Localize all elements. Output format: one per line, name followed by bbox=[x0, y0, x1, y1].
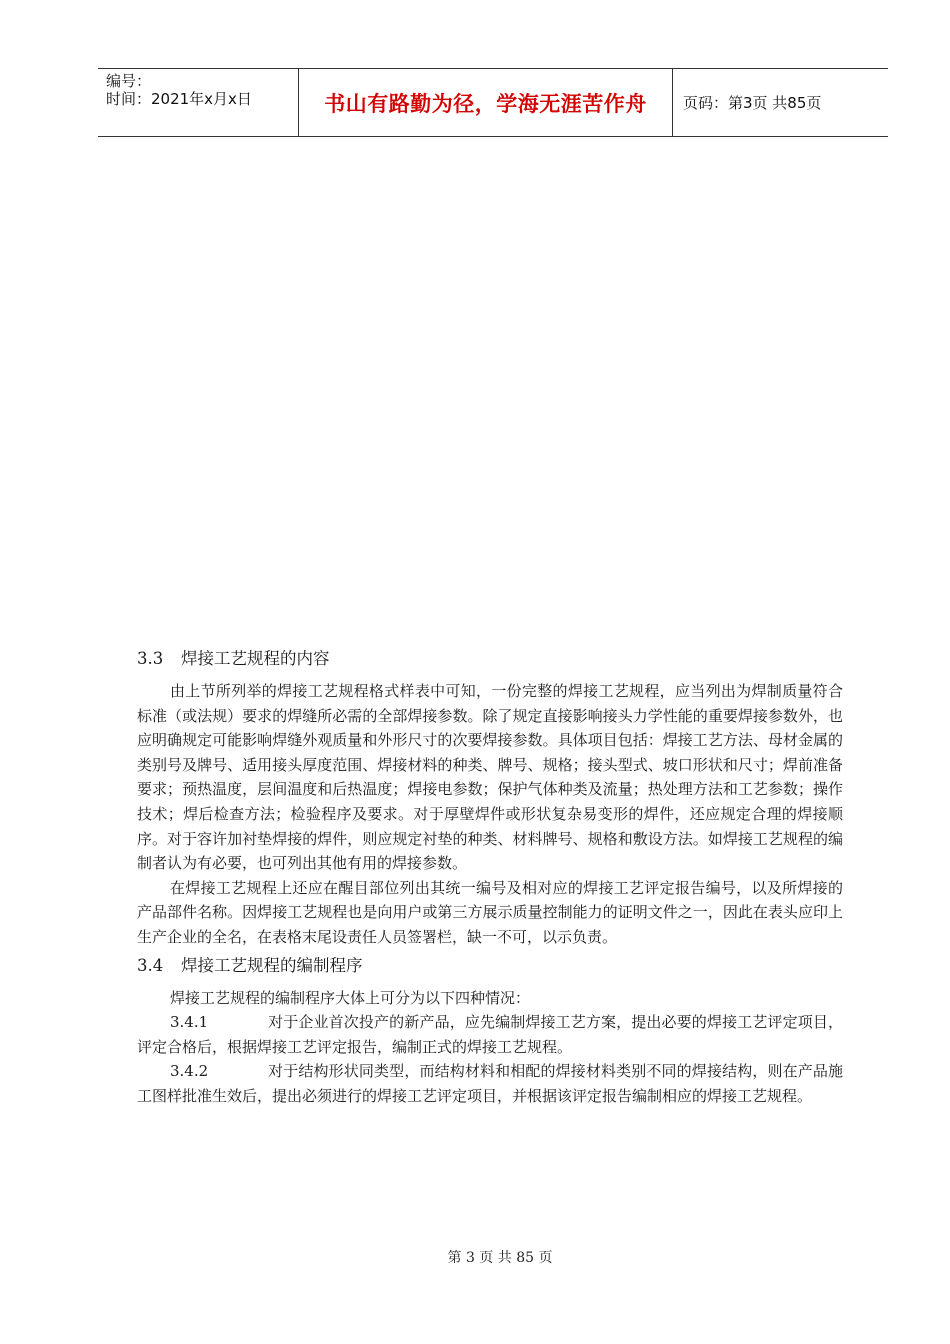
item-number: 3.4.2 bbox=[170, 1062, 209, 1081]
number-label: 编号： bbox=[106, 72, 152, 90]
paragraph: 在焊接工艺规程上还应在醒目部位列出其统一编号及相对应的焊接工艺评定报告编号，以及所焊接的产品部件名称。因焊接工艺规程也是向用户或第三方展示质量控制能力的证明文件之一，因此在表头应印上生产企业的全名，在表格末尾设责任人员签署栏，缺一不可，以示负责。 bbox=[137, 878, 843, 946]
header-meta bbox=[98, 69, 299, 136]
section-heading-3-3 bbox=[137, 645, 843, 673]
paragraph: 由上节所列举的焊接工艺规程格式样表中可知，一份完整的焊接工艺规程，应当列出为焊制质量符合标准（或法规）要求的焊缝所必需的全部焊接参数。除了规定直接影响接头力学性能的重要焊接参数外，也应明确规定可能影响焊缝外观质量和外形尺寸的次要焊接参数。具体项目包括：焊接工艺方法、母材金属的类别号及牌号、适用接头厚度范围、焊接材料的种类、牌号、规格；接头型式、坡口形状和尺寸；焊前准备要求；预热温度，层间温度和后热温度；焊接电参数；保护气体种类及流量；热处理方法和工艺参数；操作技术；焊后检查方法；检验程序及要求。对于厚壁焊件或形状复杂易变形的焊件，还应规定合理的焊接顺序。对于容许加衬垫焊接的焊件，则应规定衬垫的种类、材料牌号、规格和敷设方法。如焊接工艺规程的编制者认为有必要，也可列出其他有用的焊接参数。 bbox=[137, 682, 843, 873]
item-text: 对于结构形状同类型，而结构材料和相配的焊接材料类别不同的焊接结构，则在产品施工图样批准生效后，提出必须进行的焊接工艺评定项目，并根据该评定报告编制相应的焊接工艺规程。 bbox=[137, 1062, 843, 1105]
time-label: 时间：2021年x月x日 bbox=[106, 90, 252, 108]
item-number: 3.4.1 bbox=[170, 1013, 209, 1032]
section-number: 3.4 bbox=[137, 955, 164, 975]
section-number: 3.3 bbox=[137, 649, 164, 668]
paragraph: 焊接工艺规程的编制程序大体上可分为以下四种情况： bbox=[170, 988, 531, 1007]
section-title: 焊接工艺规程的编制程序 bbox=[181, 955, 363, 975]
section-heading-3-4 bbox=[137, 952, 843, 980]
section-title: 焊接工艺规程的内容 bbox=[181, 649, 330, 668]
list-item bbox=[137, 1010, 843, 1059]
page-header bbox=[98, 68, 888, 137]
item-text: 对于企业首次投产的新产品，应先编制焊接工艺方案，提出必要的焊接工艺评定项目，评定合格后，根据焊接工艺评定报告，编制正式的焊接工艺规程。 bbox=[137, 1013, 843, 1056]
page-footer: 第 3 页 共 85 页 bbox=[447, 1250, 553, 1266]
list-item bbox=[137, 1059, 843, 1108]
header-page-info: 页码：第3页 共85页 bbox=[683, 94, 822, 112]
document-body bbox=[137, 645, 843, 1109]
header-motto: 书山有路勤为径，学海无涯苦作舟 bbox=[299, 69, 673, 136]
